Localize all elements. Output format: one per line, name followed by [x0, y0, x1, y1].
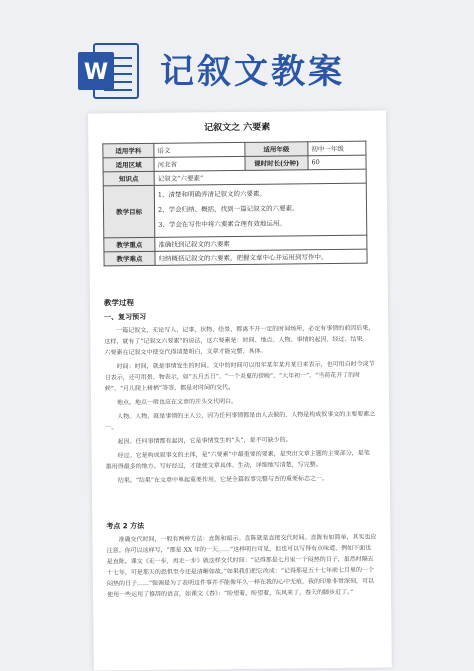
- difficulty-label: 教学难点: [104, 251, 155, 266]
- paragraph: 时间：时间，就是事情发生的时间。文中的时间可以用年某年某月某日来表示，也可用自时令或节日表示，还可用景、物表示，如“五月五日”、“一个炎夏的傍晚”、“大年初一”、“当荷花开了的时候”、“月儿爬上树梢”等等，都是对时间的交代。: [104, 360, 375, 393]
- table-row: [103, 183, 367, 238]
- paragraph: 准确交代时间，一般有两种方法：直陈和暗示。直陈就是直接交代时间。直陈有如简单，其实也应注意。你可以这样写，“那是 XX 年的一天……”这样明白可见，但也可以写得有点味道，例如下面也是直陈。课文《走一步，再走一步》就这样交代时间：“记得那是七月里一个闷热的日子，虽然时隔五十七年，可是那天的恐惧至今还是清晰如故。”如果我们把它改成：“记得那是五十七年前七月里的一个闷热的日子……”强调是为了表明这件事并不能像年久一样在我的心中无痕，我的印象非常深刻，可以使用一些运用了修辞的语言，如课文《春》：“盼望着，盼望着，东风来了，春天的脚步近了。”: [106, 533, 377, 599]
- paragraph: 人物。人物，就是事情的主人公，因为任何事情都是由人去做的，人物是构成叙事文的主要要素之一。: [105, 410, 376, 432]
- duration-label: 课时时长(分钟): [245, 156, 308, 171]
- subject-value: 语文: [154, 142, 245, 157]
- goal-item: 3、学会在写作中将六要素合理有效地运用。: [158, 219, 286, 229]
- teaching-process: [104, 295, 377, 604]
- key-point-value: 准确找到记叙文的六要素: [155, 235, 367, 251]
- document-page: [88, 110, 392, 670]
- paragraph: 地点。地点一般也应在文章的开头交代明白。: [117, 398, 238, 407]
- knowledge-value: 记叙文“六要素”: [154, 169, 366, 185]
- table-row: [104, 249, 367, 266]
- goals-cell: [154, 183, 367, 237]
- subject-label: 适用学科: [103, 143, 154, 158]
- process-heading: 教学过程: [103, 298, 135, 308]
- word-document-icon: [78, 42, 140, 100]
- document-title: 记叙文之 六要素: [204, 122, 271, 134]
- banner: [0, 0, 474, 110]
- region-value: 河北省: [154, 156, 245, 171]
- paragraph: 经过。它是构成叙事文的主体，是“六要素”中最重要的要素，是突出文章主题的主要部分，是笔墨用得最多的地方。写好经过，才能使文章具体、生动，详细地写清楚，写完整。: [105, 449, 370, 471]
- grade-label: 适用年级: [245, 142, 308, 157]
- goals-label: 教学目标: [103, 185, 155, 238]
- knowledge-label: 知识点: [103, 171, 154, 186]
- grade-value: 初中一年级: [308, 141, 366, 156]
- duration-value: 60: [308, 155, 366, 170]
- paragraph: 结果。“结果”在文章中单起重要作用，它是全篇叙事完整与否的重要标志之一。: [117, 475, 329, 485]
- banner-title: 记叙文教案: [160, 52, 345, 92]
- difficulty-value: 归纳概括记叙文的六要素，把握文章中心并运用到写作中。: [155, 249, 367, 265]
- goal-item: 1、清楚和明确弄清记叙文的六要素。: [157, 189, 267, 199]
- lesson-info-table: [102, 141, 367, 267]
- paragraph: 一篇记叙文，无论写人、记事、状物、绘景，都离不开一定的时间场所，必定有事情的前因后果，这样，就有了“记叙文六要素”的说法，这六要素是：时间、地点、人物、事情的起因、经过、结果。六要素在记叙文中使交代得清楚明白，文章才能完整、具体。: [104, 324, 375, 357]
- goal-item: 2、学会归纳、概括，找到一篇记叙文的六要素。: [157, 204, 299, 214]
- word-logo-letter: W: [83, 60, 109, 85]
- region-label: 适用区域: [103, 157, 154, 172]
- spacer: [106, 487, 376, 518]
- section-heading: 考点 2 方法: [106, 521, 145, 531]
- section-heading: 一、复习预习: [104, 312, 147, 322]
- paragraph: 起因。任何事情都有起因，它是事情发生的“头”，是不可缺少的。: [117, 436, 292, 446]
- key-point-label: 教学重点: [104, 237, 155, 252]
